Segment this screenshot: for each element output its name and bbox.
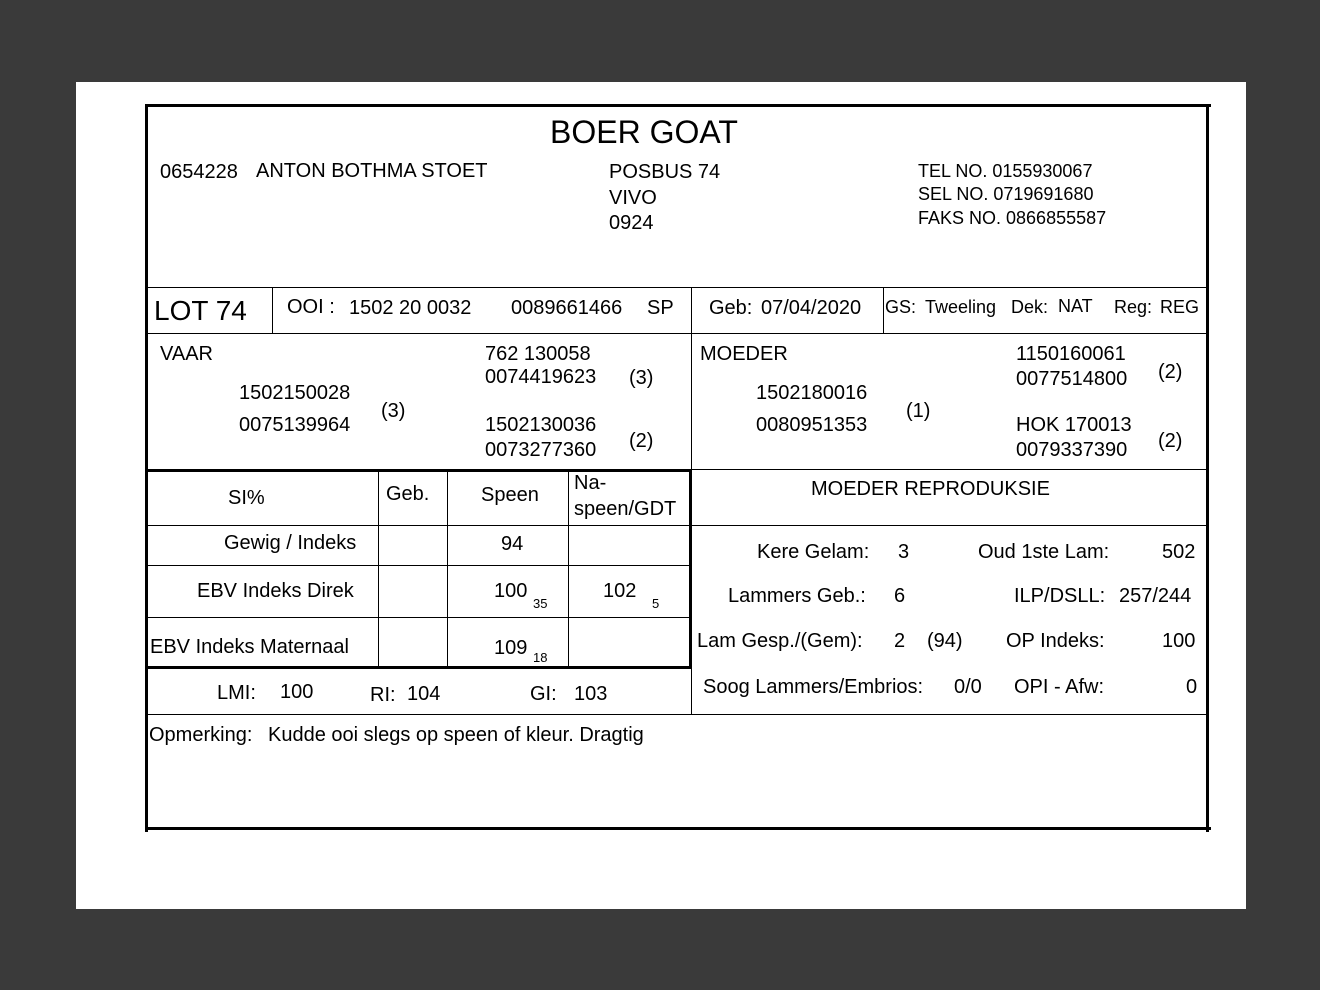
vaar-label: VAAR: [160, 343, 213, 365]
kere-gelam-label: Kere Gelam:: [757, 541, 870, 563]
moeder-dam-id: HOK 170013: [1016, 414, 1132, 436]
divider-geb: [691, 288, 692, 333]
vaar-id: 1502150028: [239, 382, 351, 404]
si-row-speen: 109: [494, 637, 528, 659]
moeder-label: MOEDER: [700, 343, 788, 365]
repro-header-bottom: [692, 525, 1206, 526]
si-col-geb: [378, 470, 379, 667]
lot-number: LOT 74: [154, 295, 247, 326]
si-row2-bottom: [147, 617, 691, 618]
ooi-label: OOI :: [287, 296, 335, 318]
gi-value: 103: [574, 683, 608, 705]
oud-lam-label: Oud 1ste Lam:: [978, 541, 1110, 563]
speen-header: Speen: [481, 484, 539, 506]
lmi-value: 100: [280, 681, 314, 703]
opi-afw-value: 0: [1186, 676, 1198, 698]
oud-lam-value: 502: [1162, 541, 1196, 563]
vaar-dam-count: (2): [629, 430, 654, 452]
card-border-top: [145, 104, 1211, 107]
repro-top: [692, 469, 1206, 470]
gs-label: GS:: [885, 297, 917, 317]
si-table-bottom: [147, 666, 691, 669]
si-row-naspeen-sub: 5: [652, 596, 660, 611]
si-row1-bottom: [147, 565, 691, 566]
vaar-count: (3): [381, 400, 406, 422]
op-indeks-value: 100: [1162, 630, 1196, 652]
breeder-code: 0654228: [160, 161, 238, 183]
soog-label: Soog Lammers/Embrios:: [703, 676, 924, 698]
kere-gelam-value: 3: [898, 541, 910, 563]
breeder-name: ANTON BOTHMA STOET: [256, 160, 488, 182]
lam-gesp-value: 2: [894, 630, 906, 652]
si-table-right: [689, 470, 692, 669]
ilp-value: 257/244: [1119, 585, 1192, 607]
si-row-speen: 94: [501, 533, 524, 555]
divider-lot-row: [147, 333, 1206, 334]
dek-value: NAT: [1058, 296, 1093, 316]
soog-value: 0/0: [954, 676, 982, 698]
reg-value: REG: [1160, 297, 1200, 317]
address-line-3: 0924: [609, 212, 654, 234]
lammers-geb-value: 6: [894, 585, 906, 607]
card-border-bottom: [145, 827, 1211, 830]
ooi-number: 0089661466: [511, 297, 623, 319]
geb-date: 07/04/2020: [761, 297, 862, 319]
lam-gesp-label: Lam Gesp./(Gem):: [697, 630, 863, 652]
faks-number: FAKS NO. 0866855587: [918, 208, 1107, 228]
si-row-label: Gewig / Indeks: [224, 532, 357, 554]
moeder-number: 0080951353: [756, 414, 868, 436]
si-row-label: EBV Indeks Maternaal: [150, 636, 349, 658]
page-title: BOER GOAT: [550, 114, 738, 150]
repro-title: MOEDER REPRODUKSIE: [811, 478, 1050, 500]
reg-label: Reg:: [1114, 297, 1153, 317]
divider-gs: [883, 288, 884, 333]
gi-label: GI:: [530, 683, 557, 705]
vaar-sire-count: (3): [629, 367, 654, 389]
ri-label: RI:: [370, 684, 396, 706]
si-row-speen-sub: 35: [533, 596, 548, 611]
moeder-id: 1502180016: [756, 382, 868, 404]
lmi-label: LMI:: [217, 682, 256, 704]
si-col-naspeen: [568, 470, 569, 667]
gs-value: Tweeling: [925, 297, 997, 317]
si-row-label: EBV Indeks Direk: [197, 580, 354, 602]
moeder-sire-count: (2): [1158, 361, 1183, 383]
op-indeks-label: OP Indeks:: [1006, 630, 1105, 652]
si-row-speen-sub: 18: [533, 650, 548, 665]
naspeen-header-line2: speen/GDT: [574, 498, 677, 520]
vaar-sire-id: 762 130058: [485, 343, 591, 365]
lammers-geb-label: Lammers Geb.:: [728, 585, 866, 607]
opmerking-label: Opmerking:: [149, 724, 253, 746]
si-row-naspeen: 102: [603, 580, 637, 602]
si-header-bottom: [147, 525, 691, 526]
moeder-count: (1): [906, 400, 931, 422]
ilp-label: ILP/DSLL:: [1014, 585, 1106, 607]
ri-value: 104: [407, 683, 441, 705]
si-row-speen: 100: [494, 580, 528, 602]
divider-header: [147, 287, 1206, 288]
card-border-left: [145, 104, 148, 832]
moeder-sire-number: 0077514800: [1016, 368, 1128, 390]
sel-number: SEL NO. 0719691680: [918, 184, 1094, 204]
divider-remarks: [147, 714, 1206, 715]
moeder-dam-count: (2): [1158, 430, 1183, 452]
si-table-top: [147, 469, 691, 472]
vaar-number: 0075139964: [239, 414, 351, 436]
opi-afw-label: OPI - Afw:: [1014, 676, 1105, 698]
si-header: SI%: [228, 487, 265, 509]
opmerking-text: Kudde ooi slegs op speen of kleur. Dragtig: [268, 724, 644, 746]
lam-gesp-gem-value: (94): [927, 630, 963, 652]
moeder-dam-number: 0079337390: [1016, 439, 1128, 461]
naspeen-header-line1: Na-: [574, 472, 607, 494]
ooi-id: 1502 20 0032: [349, 297, 472, 319]
geb-header: Geb.: [386, 483, 430, 505]
card-border-right: [1206, 104, 1209, 832]
tel-number: TEL NO. 0155930067: [918, 161, 1093, 181]
si-col-speen: [447, 470, 448, 667]
ooi-code: SP: [647, 297, 674, 319]
geb-label: Geb:: [709, 297, 753, 319]
dek-label: Dek:: [1011, 297, 1049, 317]
vaar-dam-id: 1502130036: [485, 414, 597, 436]
vaar-sire-number: 0074419623: [485, 366, 597, 388]
address-line-2: VIVO: [609, 187, 657, 209]
moeder-sire-id: 1150160061: [1016, 343, 1126, 365]
address-line-1: POSBUS 74: [609, 161, 721, 183]
divider-lot: [272, 288, 273, 333]
vaar-dam-number: 0073277360: [485, 439, 597, 461]
